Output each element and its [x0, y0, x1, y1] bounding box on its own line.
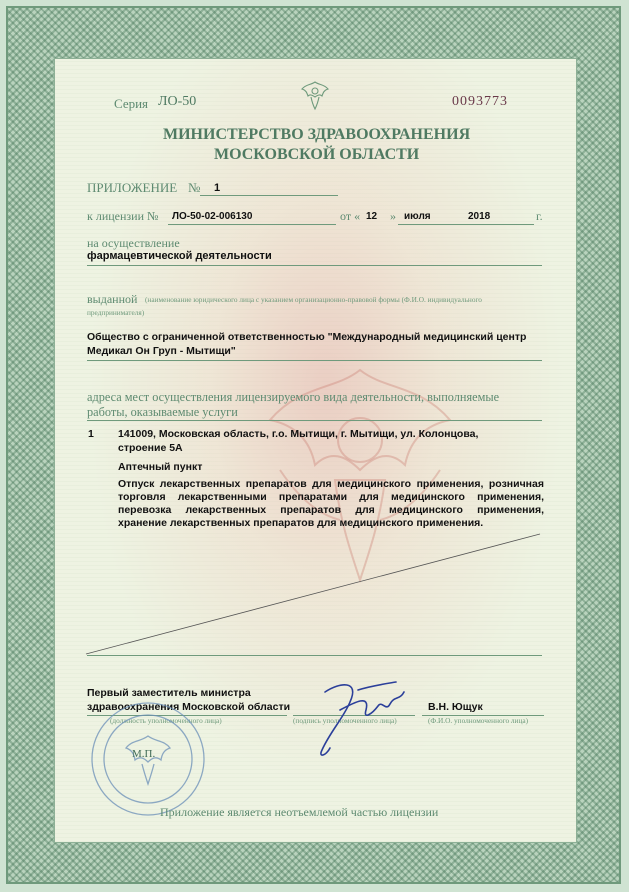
appendix-number: 1: [214, 182, 221, 194]
coat-of-arms-icon: [298, 78, 332, 112]
activity-value: фармацевтической деятельности: [87, 250, 272, 262]
works-line3: перевозка лекарственных препаратов для медицинского применения,: [118, 504, 544, 516]
form-number: 0093773: [452, 94, 508, 109]
works-line1: Отпуск лекарственных препаратов для медицинского применения, розничная: [118, 478, 544, 490]
license-prefix: к лицензии №: [87, 209, 159, 223]
address-line1: 141009, Московская область, г.о. Мытищи, г. Мытищи, ул. Колонцова,: [118, 428, 479, 440]
license-date-line: [398, 224, 534, 225]
activity-line: [87, 265, 542, 266]
license-from-label: от «: [340, 209, 361, 223]
ministry-title: МИНИСТЕРСТВО ЗДРАВООХРАНЕНИЯ: [163, 126, 471, 143]
series-code: ЛО-50: [158, 94, 197, 109]
license-day: 12: [366, 211, 378, 222]
appendix-label: ПРИЛОЖЕНИЕ: [87, 180, 178, 195]
empty-space-strike: [80, 530, 550, 660]
address-item-number: 1: [88, 428, 94, 440]
footer-note: Приложение является неотъемлемой частью лицензии: [160, 805, 439, 819]
stamp-place-label: М.П.: [132, 748, 156, 760]
addresses-label-line2: работы, оказываемые услуги: [87, 405, 238, 419]
license-day-close-quote: »: [390, 209, 396, 223]
license-year: 2018: [468, 211, 491, 222]
handwritten-signature: [300, 672, 420, 762]
addresses-label-line1: адреса мест осуществления лицензируемого вида деятельности, выполняемые: [87, 390, 500, 404]
content-end-line: [87, 655, 542, 656]
works-list: [118, 478, 544, 530]
name-hint: (Ф.И.О. уполномоченного лица): [428, 716, 529, 725]
works-line4: хранение лекарственных препаратов для медицинского применения.: [118, 517, 484, 529]
license-number: ЛО-50-02-006130: [172, 211, 253, 222]
series-label: Серия: [114, 96, 149, 111]
address-line2: строение 5А: [118, 442, 183, 454]
signer-position-line2: здравоохранения Московской области: [87, 701, 291, 713]
position-hint: (должность уполномоченного лица): [110, 716, 222, 725]
signer-name: В.Н. Ющук: [428, 701, 483, 713]
issued-hint-line2: предпринимателя): [87, 308, 145, 317]
signer-position-line1: Первый заместитель министра: [87, 687, 251, 699]
pharmacy-point: Аптечный пункт: [118, 461, 203, 473]
issued-hint-line1: (наименование юридического лица с указанием организационно-правовой формы (Ф.И.О. индивидуального: [145, 295, 482, 304]
license-month: июля: [404, 211, 431, 222]
ministry-region: МОСКОВСКОЙ ОБЛАСТИ: [214, 146, 420, 163]
license-year-suffix: г.: [536, 209, 543, 223]
addresses-label-line: [87, 420, 542, 421]
issued-label: выданной: [87, 292, 138, 306]
licensee-line: [87, 360, 542, 361]
licensee-name-line2: Медикал Он Груп - Мытищи": [87, 345, 236, 357]
license-number-line: [168, 224, 336, 225]
activity-label: на осуществление: [87, 236, 180, 250]
signature-hint: (подпись уполномоченного лица): [293, 716, 397, 725]
appendix-number-line: [200, 195, 338, 196]
appendix-number-sign: №: [188, 180, 201, 195]
works-line2: торговля лекарственными препаратами для медицинского применения,: [118, 491, 544, 503]
licensee-name-line1: Общество с ограниченной ответственностью "Международный медицинский центр: [87, 331, 527, 343]
